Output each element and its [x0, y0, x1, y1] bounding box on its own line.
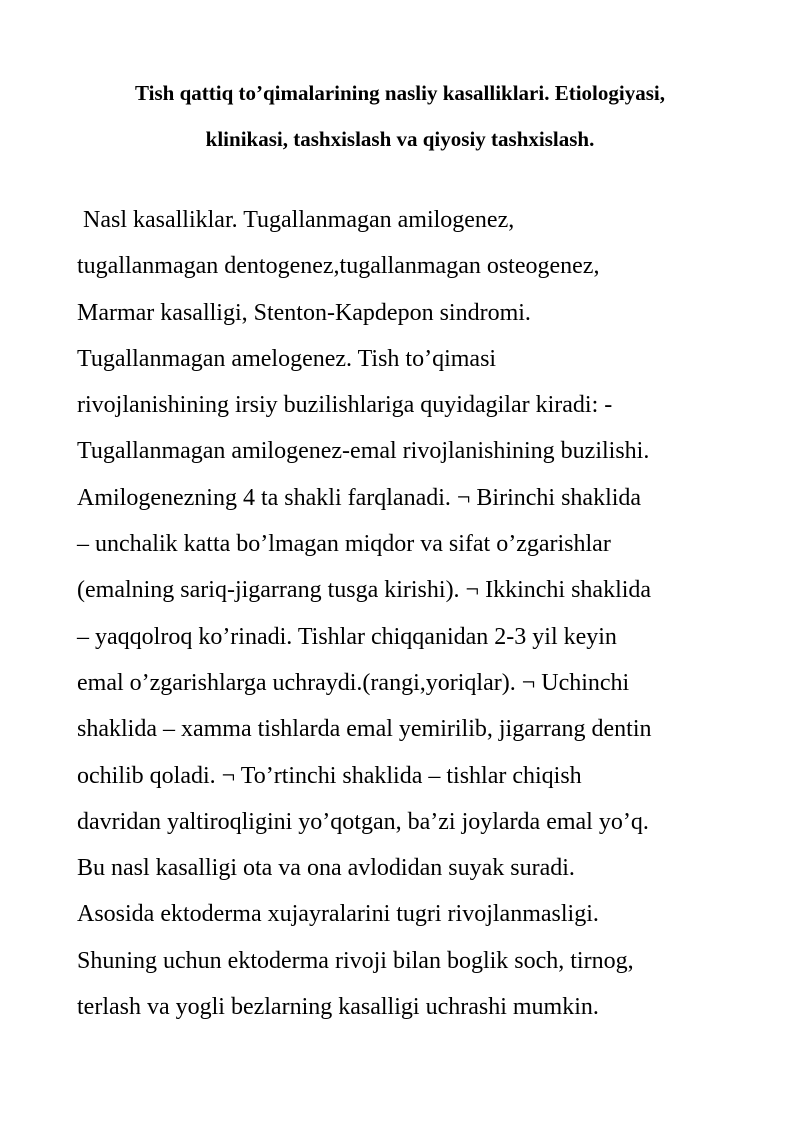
body-line: – yaqqolroq ko’rinadi. Tishlar chiqqanidan 2-3 yil keyin	[77, 623, 617, 650]
body-line: Bu nasl kasalligi ota va ona avlodidan suyak suradi.	[77, 855, 575, 882]
body-line: Shuning uchun ektoderma rivoji bilan boglik soch, tirnog,	[77, 947, 634, 974]
body-line: emal o’zgarishlarga uchraydi.(rangi,yoriqlar). ¬ Uchinchi	[77, 669, 630, 696]
body-line: Tugallanmagan amelogenez. Tish to’qimasi	[77, 345, 497, 372]
body-line: ochilib qoladi. ¬ To’rtinchi shaklida – tishlar chiqish	[77, 762, 582, 789]
body-line: Amilogenezning 4 ta shakli farqlanadi. ¬ Birinchi shaklida	[77, 484, 642, 511]
body-line: shaklida – xamma tishlarda emal yemirilib, jigarrang dentin	[77, 716, 652, 743]
body-line: davridan yaltiroqligini yo’qotgan, ba’zi joylarda emal yo’q.	[77, 808, 649, 835]
body-line: terlash va yogli bezlarning kasalligi uchrashi mumkin.	[77, 994, 599, 1021]
body-line: Tugallanmagan amilogenez-emal rivojlanishining buzilishi.	[77, 438, 650, 465]
title-line: klinikasi, tashxislash va qiyosiy tashxislash.	[205, 127, 595, 151]
document-title	[60, 70, 740, 162]
title-line: Tish qattiq to’qimalarining nasliy kasalliklari. Etiologiyasi,	[135, 81, 665, 105]
body-line: Marmar kasalligi, Stenton-Kapdepon sindromi.	[77, 299, 531, 326]
body-paragraph	[77, 197, 737, 1030]
body-line: Nasl kasalliklar. Tugallanmagan amilogenez,	[77, 207, 515, 233]
body-line: tugallanmagan dentogenez,tugallanmagan osteogenez,	[77, 253, 600, 280]
body-line: rivojlanishining irsiy buzilishlariga quyidagilar kiradi: -	[77, 392, 613, 419]
body-line: – unchalik katta bo’lmagan miqdor va sifat o’zgarishlar	[77, 531, 611, 558]
body-line: Asosida ektoderma xujayralarini tugri rivojlanmasligi.	[77, 901, 599, 928]
body-line: (emalning sariq-jigarrang tusga kirishi). ¬ Ikkinchi shaklida	[77, 577, 652, 604]
